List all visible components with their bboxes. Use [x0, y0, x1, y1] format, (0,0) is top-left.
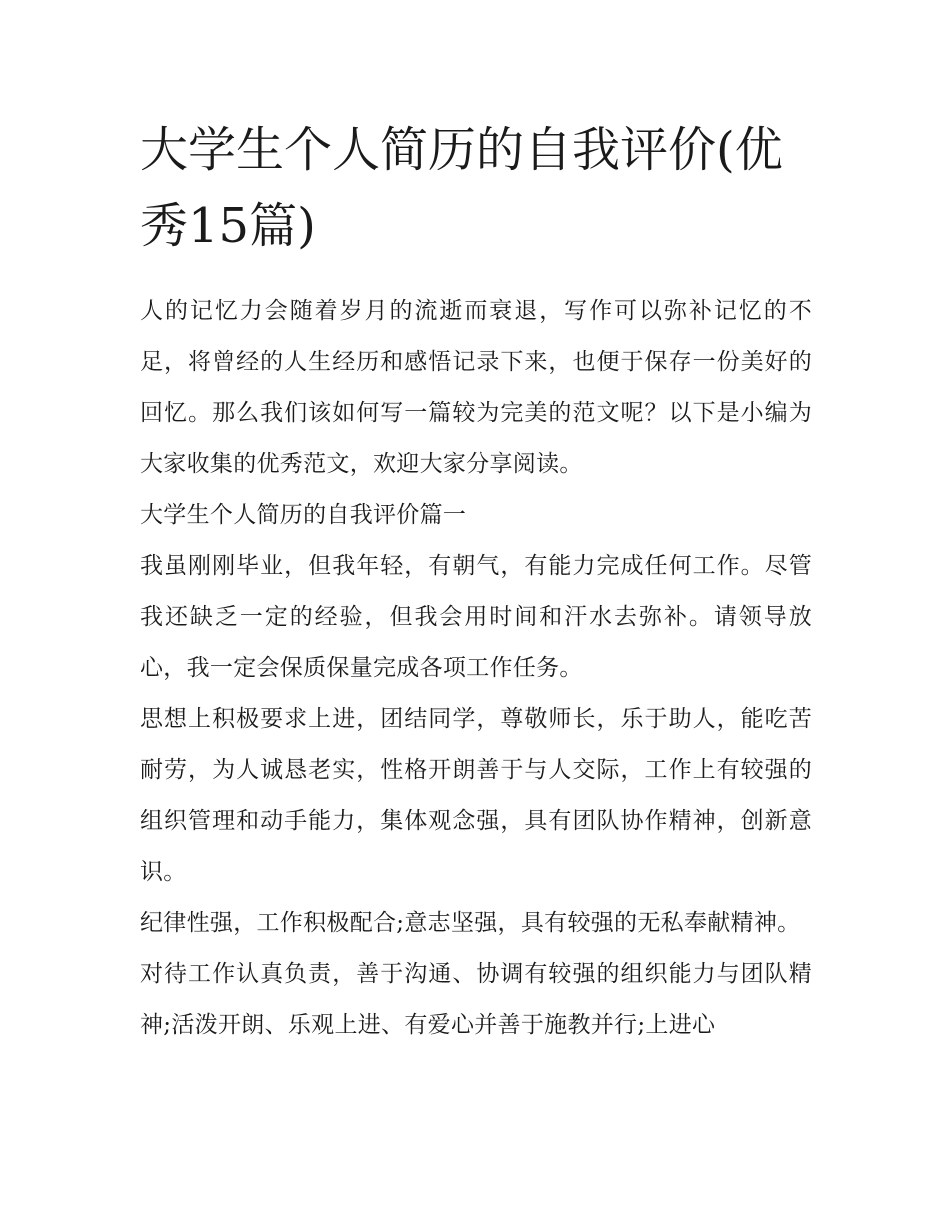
body-paragraph: 思想上积极要求上进，团结同学，尊敬师长，乐于助人，能吃苦耐劳，为人诚恳老实，性格开朗善于与人交际，工作上有较强的组织管理和动手能力，集体观念强，具有团队协作精神，创新意识。 — [140, 706, 812, 885]
body-paragraph: 纪律性强，工作积极配合;意志坚强，具有较强的无私奉献精神。 — [140, 910, 801, 936]
document-body — [140, 286, 812, 1051]
intro-paragraph: 人的记忆力会随着岁月的流逝而衰退，写作可以弥补记忆的不足，将曾经的人生经历和感悟记录下来，也便于保存一份美好的回忆。那么我们该如何写一篇较为完美的范文呢？以下是小编为大家收集的优秀范文，欢迎大家分享阅读。 — [140, 298, 812, 477]
section-heading: 大学生个人简历的自我评价篇一 — [140, 502, 467, 528]
document-title: 大学生个人简历的自我评价(优秀15篇) — [140, 122, 783, 254]
document-page — [140, 112, 812, 1051]
body-paragraph: 对待工作认真负责，善于沟通、协调有较强的组织能力与团队精神;活泼开朗、乐观上进、有爱心并善于施教并行;上进心 — [140, 961, 812, 1038]
body-paragraph: 我虽刚刚毕业，但我年轻，有朝气，有能力完成任何工作。尽管我还缺乏一定的经验，但我会用时间和汗水去弥补。请领导放心，我一定会保质保量完成各项工作任务。 — [140, 553, 812, 681]
